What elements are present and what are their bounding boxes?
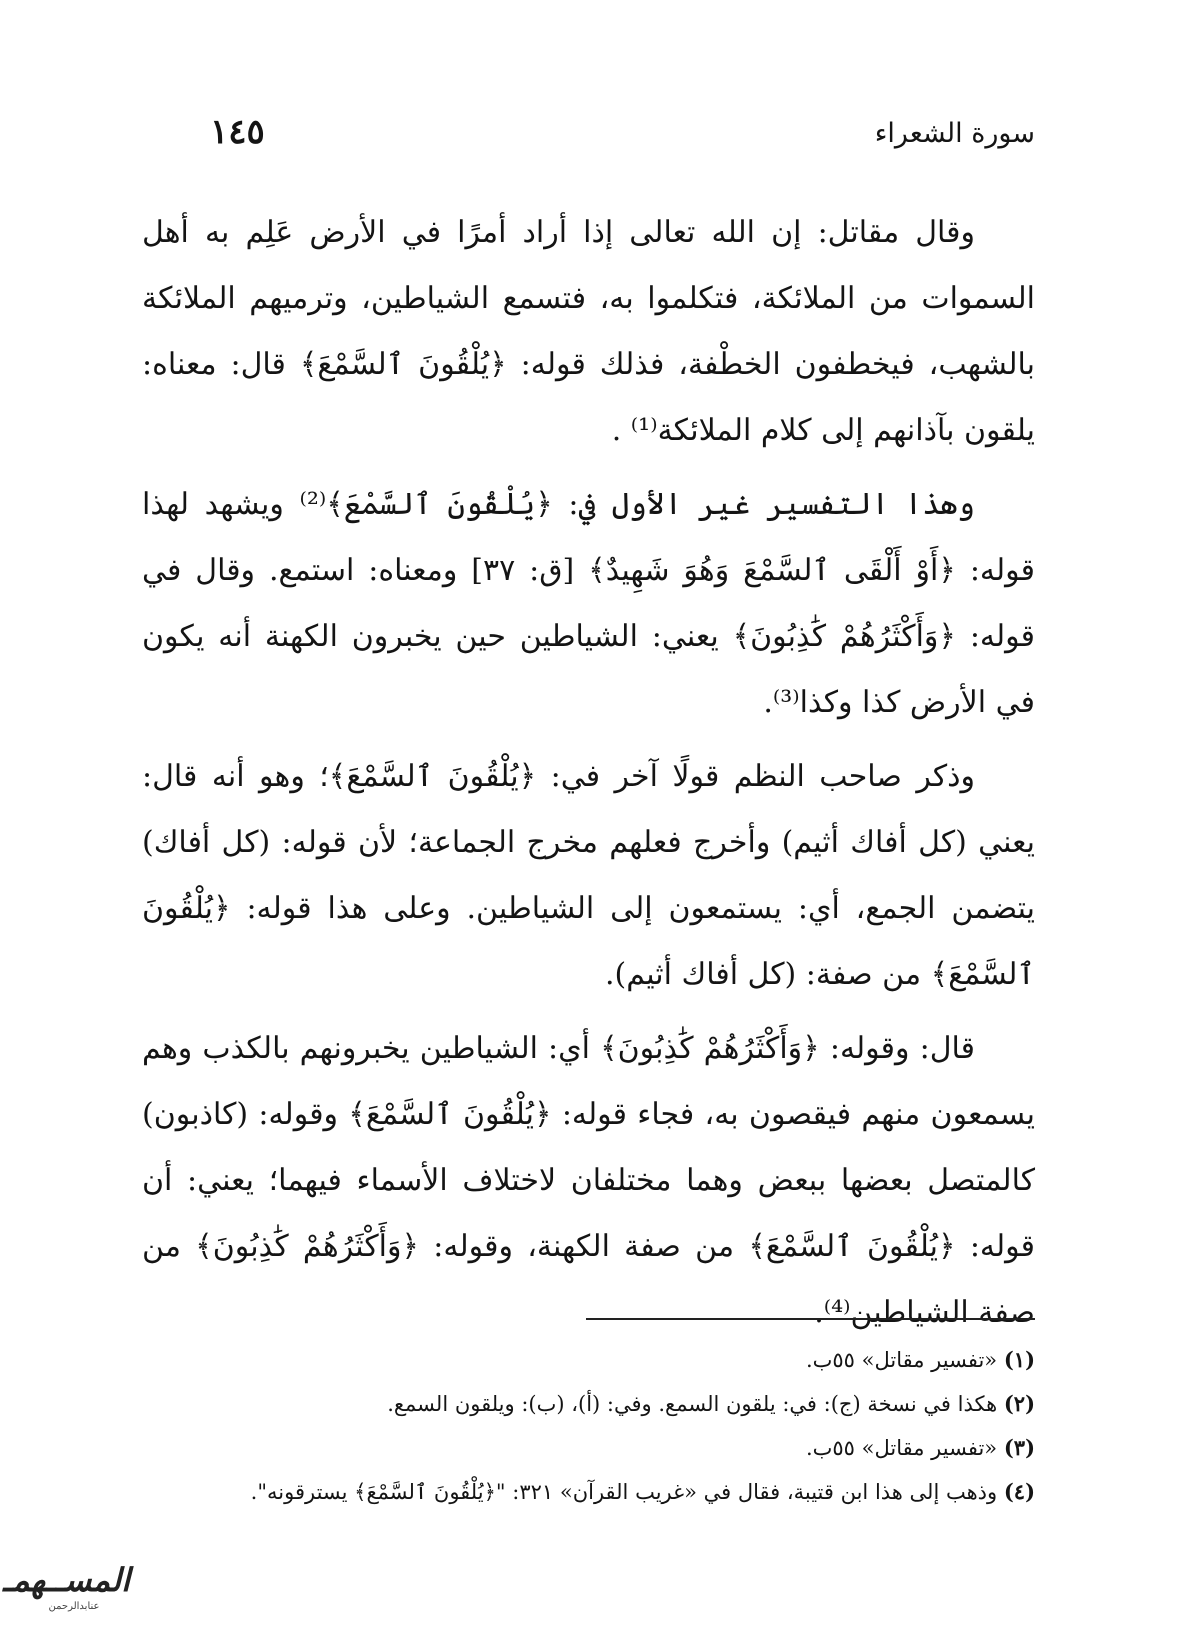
footnote (142, 1470, 1035, 1514)
library-stamp-logo (2, 1560, 130, 1630)
paragraph: وذكر صاحب النظم قولًا آخر في: ﴿يُلْقُونَ ٱلسَّمْعَ﴾؛ وهو أنه قال: يعني (كل أفاك أثيم) وأخرج فعلهم مخرج الجماعة؛ لأن قوله: (كل أفاك) يتضمن الجمع، أي: يستمعون إلى الشياطين. وعلى هذا قوله: ﴿يُلْقُونَ ٱلسَّمْعَ﴾ من صفة: (كل أفاك أثيم). (142, 759, 1035, 992)
paragraph: وقال مقاتل: إن الله تعالى إذا أراد أمرًا في الأرض عَلِم به أهل السموات من الملائكة، فتكلموا به، فتسمع الشياطين، وترميهم الملائكة بالشهب، فيخطفون الخطْفة، فذلك قوله: ﴿يُلْقُونَ ٱلسَّمْعَ﴾ قال: معناه: يلقون بآذانهم إلى كلام الملائكة⁽¹⁾ . (142, 215, 1035, 448)
footnote-number: (٤) (1003, 1479, 1035, 1504)
stamp-main-text: المسـ‍ـهمـ (2, 1561, 130, 1599)
footnote-text: «تفسير مقاتل» ٥٥ب. (805, 1348, 998, 1372)
footnote-text: هكذا في نسخة (ج): في: يلقون السمع. وفي: (أ)، (ب): ويلقون السمع. (387, 1392, 998, 1416)
footnote-divider (586, 1318, 1035, 1320)
footnote (142, 1338, 1035, 1382)
footnote-number: (٢) (1003, 1391, 1035, 1416)
footnote (142, 1382, 1035, 1426)
page-header (150, 112, 1035, 162)
page-number: ١٤٥ (210, 112, 265, 152)
main-text (142, 200, 1035, 1354)
footnote-number: (٣) (1003, 1435, 1035, 1460)
paragraph: قال: وقوله: ﴿وَأَكْثَرُهُمْ كَٰذِبُونَ﴾ أي: الشياطين يخبرونهم بالكذب وهم يسمعون منهم فيقصون به، فجاء قوله: ﴿يُلْقُونَ ٱلسَّمْعَ﴾ وقوله: (كاذبون) كالمتصل بعضها ببعض وهما مختلفان لاختلاف الأسماء فيهما؛ يعني: أن قوله: ﴿يُلْقُونَ ٱلسَّمْعَ﴾ من صفة الكهنة، وقوله: ﴿وَأَكْثَرُهُمْ كَٰذِبُونَ﴾ من صفة الشياطين⁽⁴⁾. (142, 1031, 1035, 1330)
footnote-text: «تفسير مقاتل» ٥٥ب. (805, 1436, 998, 1460)
footnote (142, 1426, 1035, 1470)
footnote-number: (١) (1003, 1347, 1035, 1372)
footnotes (142, 1338, 1035, 1514)
footnote-text: وذهب إلى هذا ابن قتيبة، فقال في «غريب القرآن» ٣٢١: "﴿يُلْقُونَ ٱلسَّمْعَ﴾ يسترقونه". (250, 1480, 998, 1504)
running-title: سورة الشعراء (874, 118, 1035, 149)
paragraph: وهذا التفسير غير الأول في: ﴿يُلْقُونَ ٱلسَّمْعَ﴾⁽²⁾ ويشهد لهذا قوله: ﴿أَوْ أَلْقَى ٱلسَّمْعَ وَهُوَ شَهِيدٌ﴾ [ق: ٣٧] ومعناه: استمع. وقال في قوله: ﴿وَأَكْثَرُهُمْ كَٰذِبُونَ﴾ يعني: الشياطين حين يخبرون الكهنة أنه يكون في الأرض كذا وكذا⁽³⁾. (142, 487, 1035, 720)
stamp-sub-text: عنابدالرحمن (48, 1601, 100, 1612)
